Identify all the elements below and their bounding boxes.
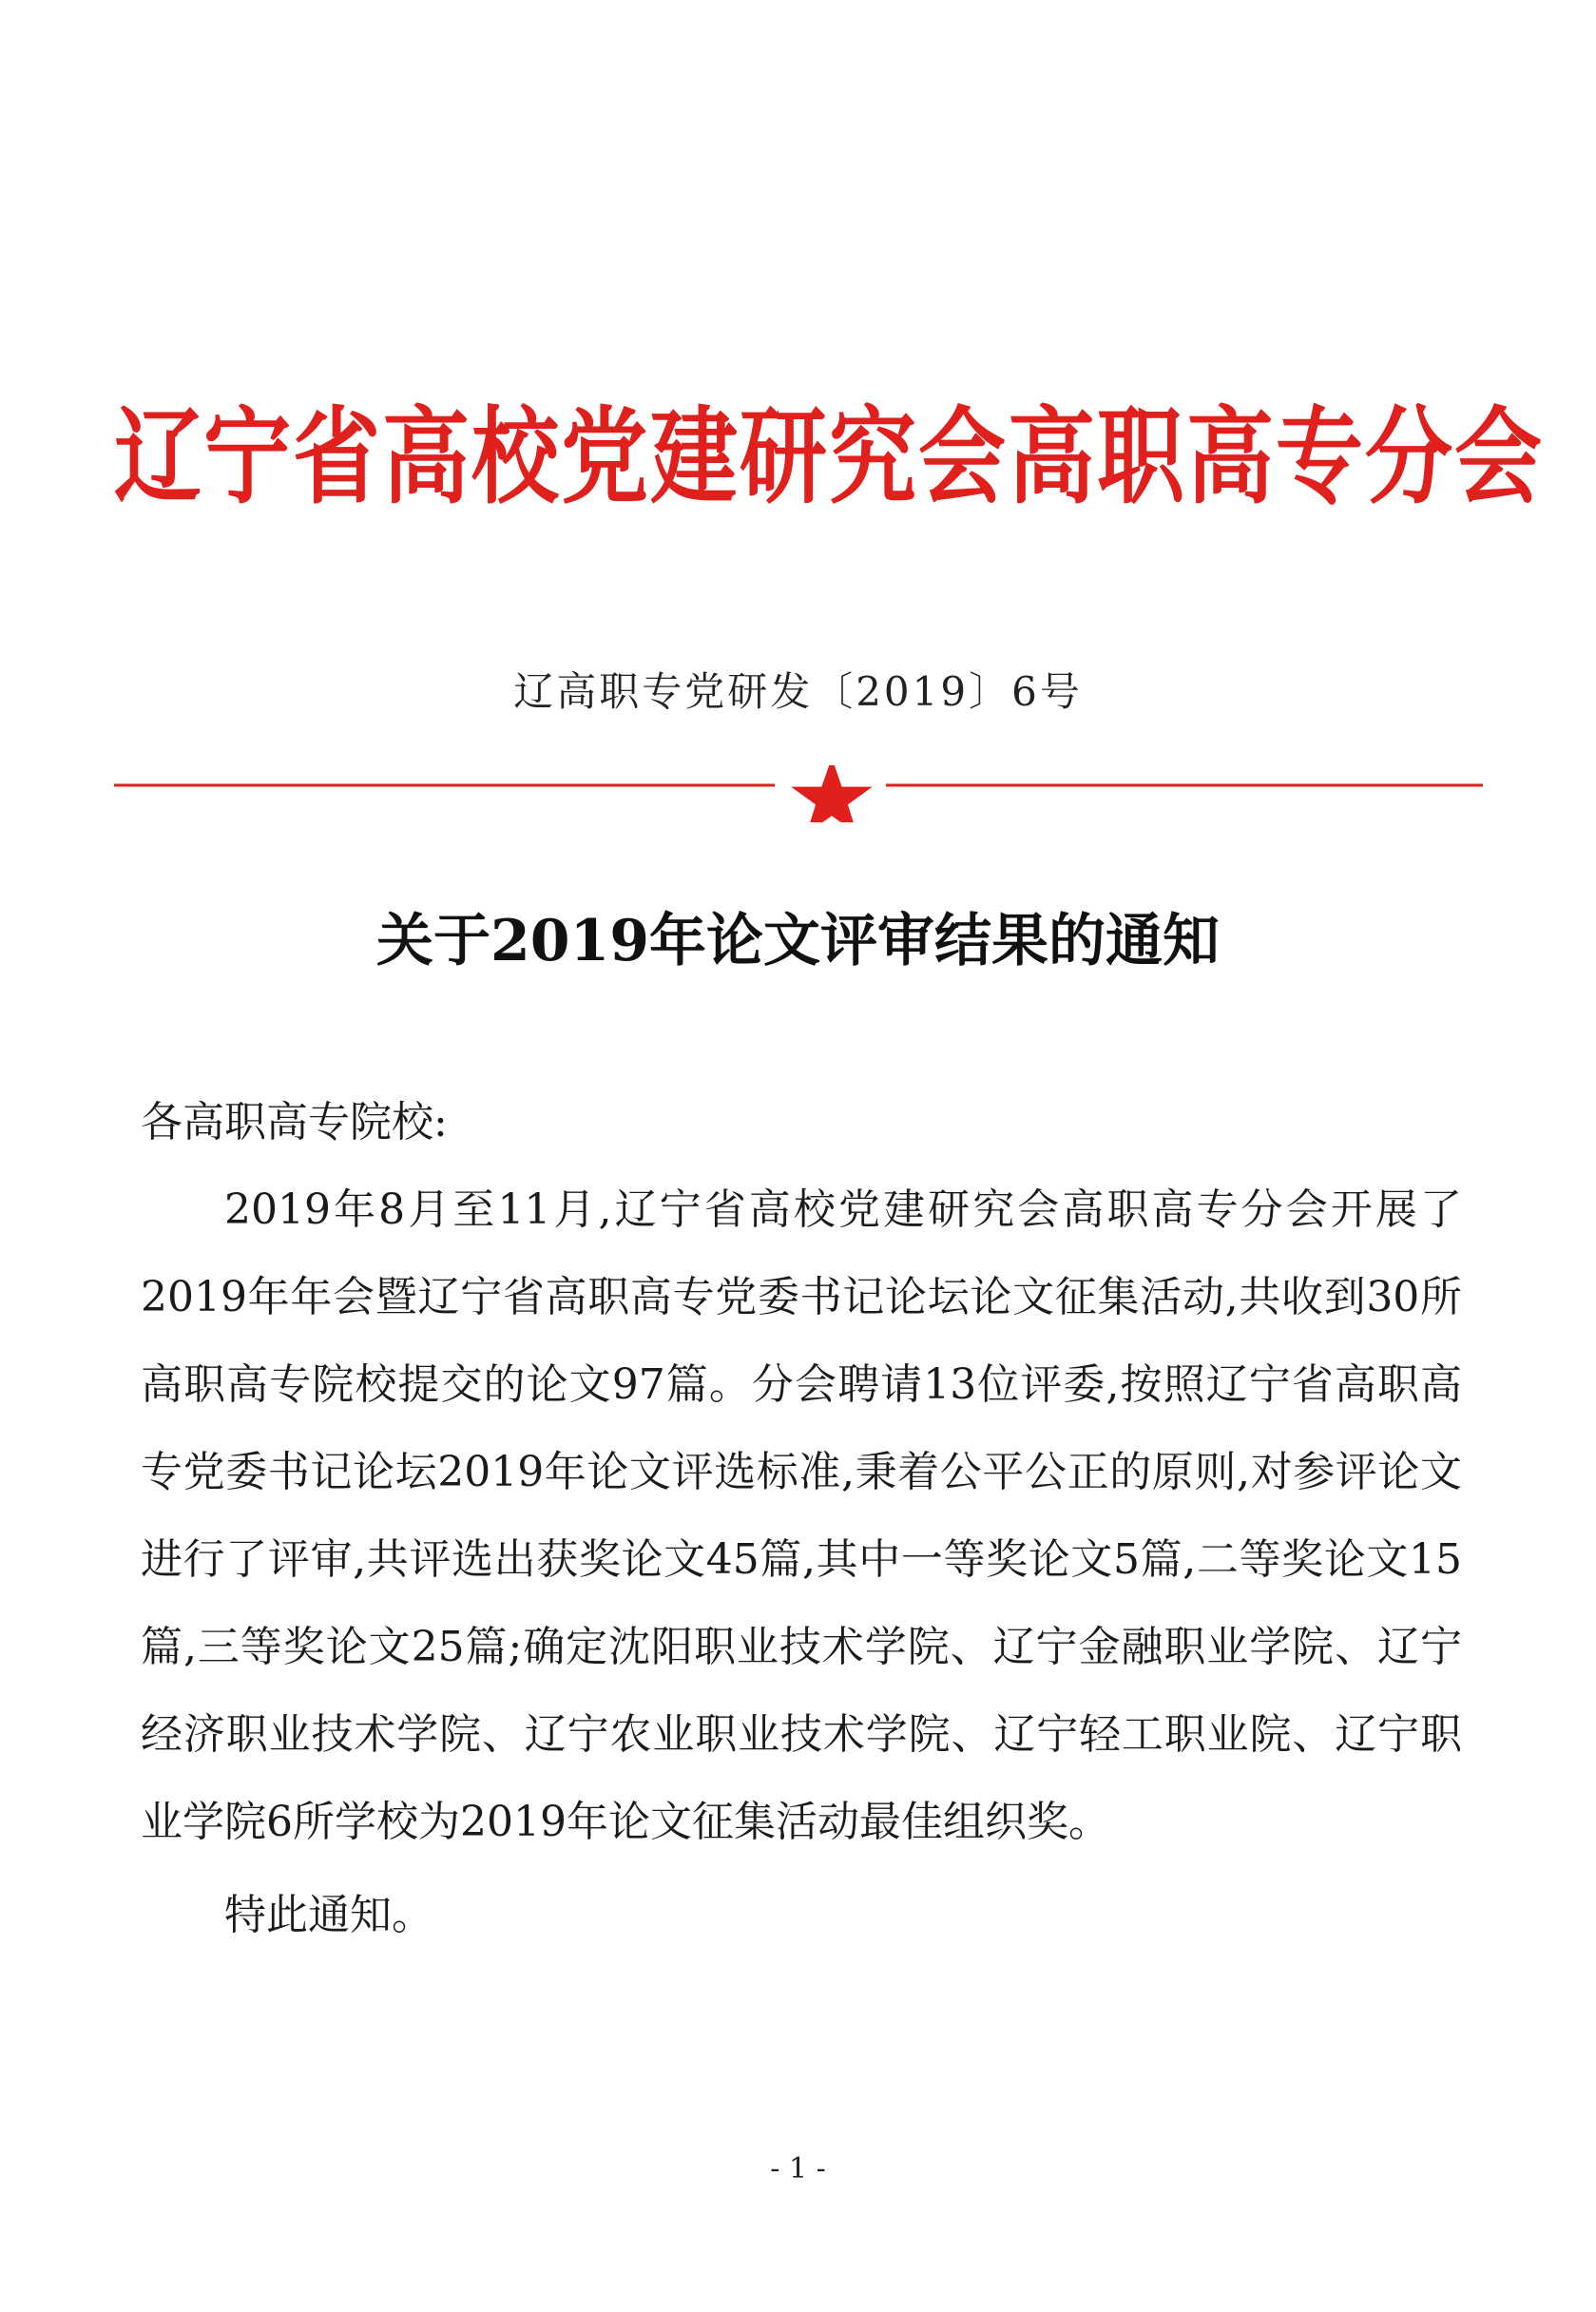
notice-title: 关于2019年论文评审结果的通知 <box>376 908 1220 974</box>
organization-header: 辽宁省高校党建研究会高职高专分会 <box>114 396 1545 519</box>
red-divider <box>114 765 1483 822</box>
page-number: - 1 - <box>770 2152 826 2186</box>
notice-body <box>141 1079 1462 1959</box>
salutation: 各高职高专院校: <box>141 1098 448 1146</box>
document-number: 辽高职专党研发〔2019〕6号 <box>513 668 1083 715</box>
body-paragraph: 2019年8月至11月,辽宁省高校党建研究会高职高专分会开展了2019年年会暨辽宁省高职高专党委书记论坛论文征集活动,共收到30所高职高专院校提交的论文97篇。分会聘请13位评委,按照辽宁省高职高专党委书记论坛2019年论文评选标准,秉着公平公正的原则,对参评论文进行了评审,共评选出获奖论文45篇,其中一等奖论文5篇,二等奖论文15篇,三等奖论文25篇;确定沈阳职业技术学院、辽宁金融职业学院、辽宁经济职业技术学院、辽宁农业职业技术学院、辽宁轻工职业院、辽宁职业学院6所学校为2019年论文征集活动最佳组织奖。 <box>141 1185 1462 1846</box>
star-icon <box>791 765 873 822</box>
closing-line: 特此通知。 <box>224 1891 433 1939</box>
